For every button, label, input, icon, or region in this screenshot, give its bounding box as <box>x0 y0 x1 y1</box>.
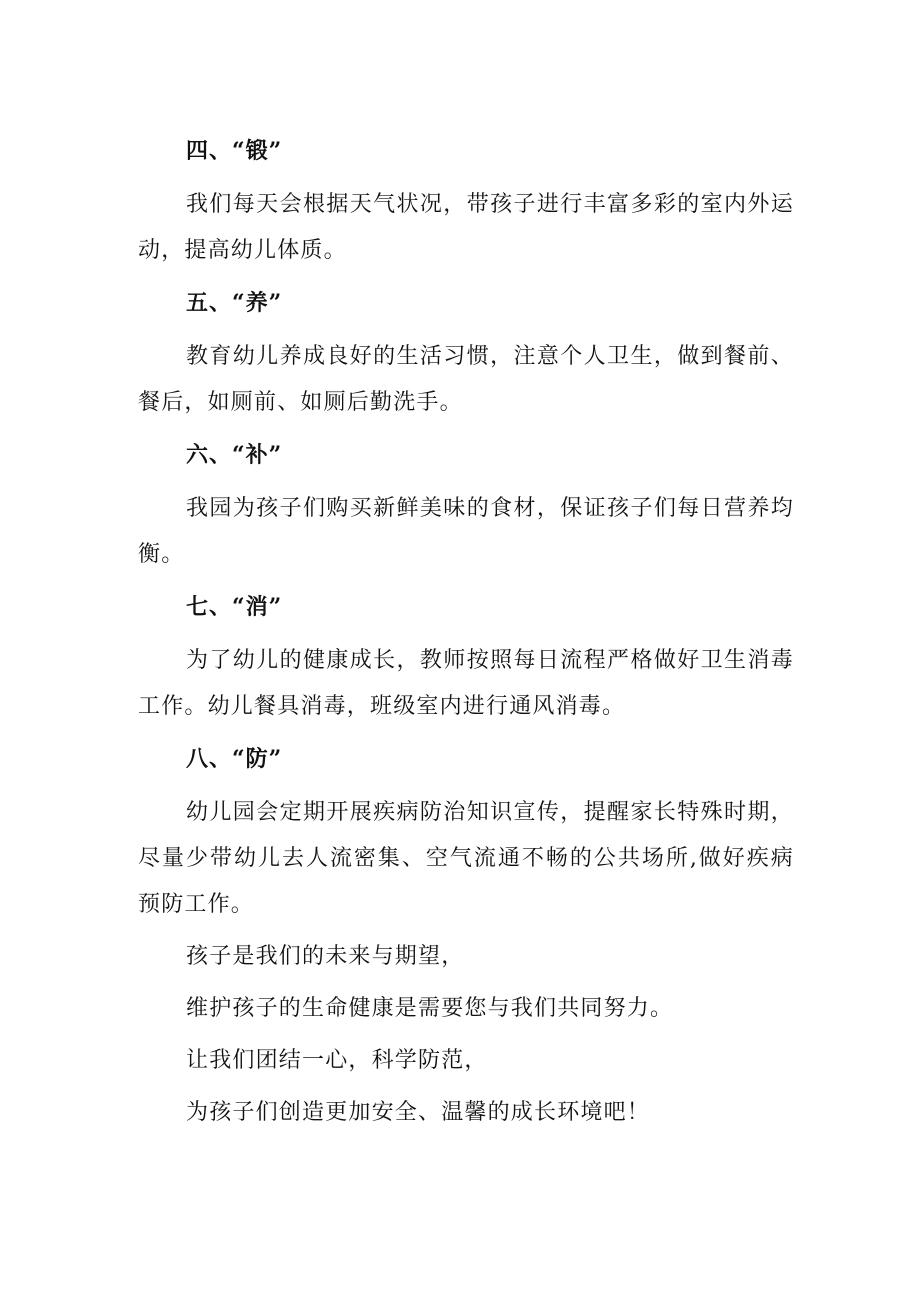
section-heading-yang: 五、“养” <box>186 290 283 316</box>
section-heading-xiao: 七、“消” <box>186 594 283 620</box>
document-body <box>138 128 794 1136</box>
closing-line-1: 孩子是我们的未来与期望， <box>186 944 465 969</box>
closing-line-2: 维护孩子的生命健康是需要您与我们共同努力。 <box>186 996 674 1021</box>
section-heading-fang: 八、“防” <box>186 746 283 772</box>
section-paragraph-xiao: 为了幼儿的健康成长，教师按照每日流程严格做好卫生消毒工作。幼儿餐具消毒，班级室内进行通风消毒。 <box>138 648 794 719</box>
section-heading-bu: 六、“补” <box>186 442 283 468</box>
closing-line-3: 让我们团结一心，科学防范， <box>186 1048 488 1073</box>
section-heading-duan: 四、“锻” <box>186 138 283 164</box>
section-paragraph-fang: 幼儿园会定期开展疾病防治知识宣传，提醒家长特殊时期，尽量少带幼儿去人流密集、空气流通不畅的公共场所,做好疾病预防工作。 <box>138 800 794 917</box>
section-paragraph-duan: 我们每天会根据天气状况，带孩子进行丰富多彩的室内外运动，提高幼儿体质。 <box>138 192 794 263</box>
section-paragraph-yang: 教育幼儿养成良好的生活习惯，注意个人卫生，做到餐前、餐后，如厕前、如厕后勤洗手。 <box>138 344 794 415</box>
section-paragraph-bu: 我园为孩子们购买新鲜美味的食材，保证孩子们每日营养均衡。 <box>138 496 794 567</box>
closing-line-4: 为孩子们创造更加安全、温馨的成长环境吧！ <box>186 1100 651 1125</box>
